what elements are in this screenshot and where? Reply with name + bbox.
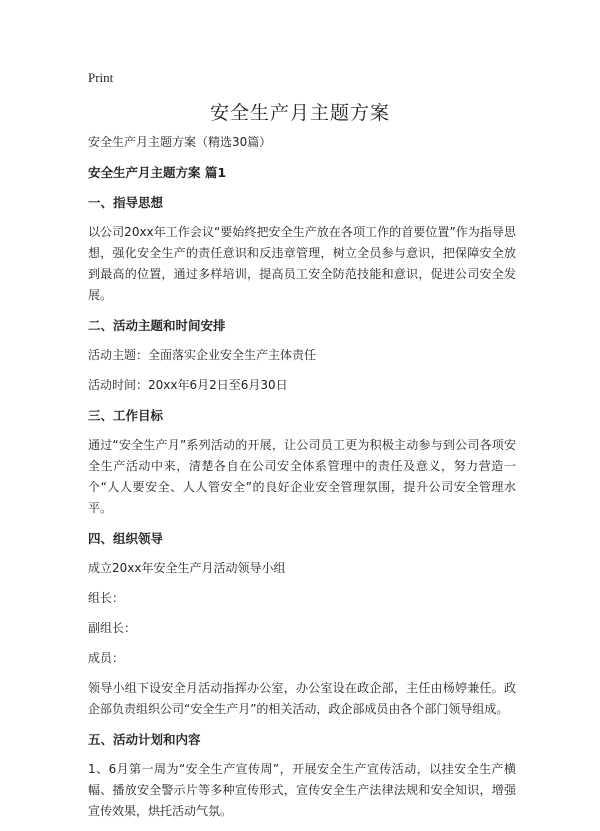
heading-work-goals: 三、工作目标 xyxy=(88,408,164,423)
print-link[interactable]: Print xyxy=(88,70,114,85)
org-group: 成立20xx年安全生产月活动领导小组 xyxy=(88,561,286,575)
paragraph-organization: 领导小组下设安全月活动指挥办公室，办公室设在政企部，主任由杨婷兼任。政企部负责组织公司“安全生产月”的相关活动，政企部成员由各个部门领导组成。 xyxy=(88,681,516,716)
document-subtitle: 安全生产月主题方案（精选30篇） xyxy=(88,135,272,149)
paragraph-guiding-principle: 以公司20xx年工作会议“要始终把安全生产放在各项工作的首要位置”作为指导思想，强化安全生产的责任意识和反违章管理，树立全员参与意识，把保障安全放到最高的位置，通过多样培训，提高员工安全防范技能和意识，促进公司安全发展。 xyxy=(88,225,516,302)
heading-guiding-principle: 一、指导思想 xyxy=(88,195,164,210)
deputy-leader: 副组长： xyxy=(88,621,137,635)
paragraph-work-goals: 通过“安全生产月”系列活动的开展，让公司员工更为积极主动参与到公司各项安全生产活动中来，清楚各自在公司安全体系管理中的责任及意义，努力营造一个“人人要安全、人人管安全”的良好企业安全管理氛围，提升公司安全管理水平。 xyxy=(88,438,516,515)
group-leader: 组长： xyxy=(88,591,125,605)
page-title: 安全生产月主题方案 xyxy=(209,102,390,124)
heading-activity-plan: 五、活动计划和内容 xyxy=(88,732,201,747)
heading-theme-schedule: 二、活动主题和时间安排 xyxy=(88,318,226,333)
heading-organization: 四、组织领导 xyxy=(88,531,164,546)
activity-theme: 活动主题：全面落实企业安全生产主体责任 xyxy=(88,348,317,362)
activity-time: 活动时间：20xx年6月2日至6月30日 xyxy=(88,378,288,392)
group-members: 成员： xyxy=(88,651,125,665)
section-title: 安全生产月主题方案 篇1 xyxy=(88,165,227,180)
document-body xyxy=(88,132,516,831)
paragraph-activity-plan: 1、6月第一周为“安全生产宣传周”，开展安全生产宣传活动，以挂安全生产横幅、播放安全警示片等多种宣传形式，宣传安全生产法律法规和安全知识，增强宣传效果，烘托活动气氛。 xyxy=(88,762,516,818)
